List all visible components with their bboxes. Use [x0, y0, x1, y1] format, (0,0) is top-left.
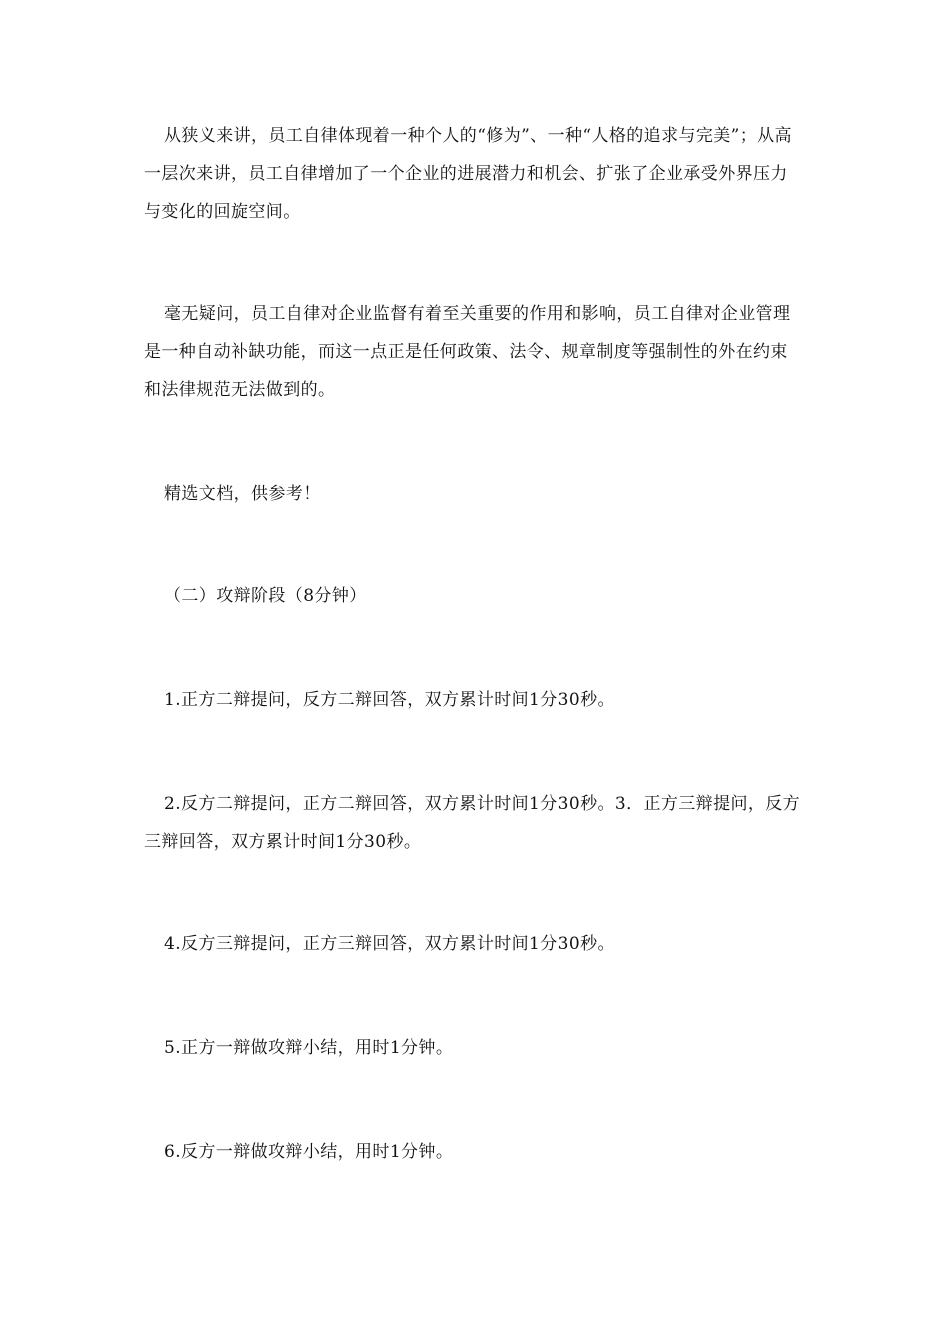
section-heading-cross-examination: （二）攻辩阶段（8分钟） — [164, 586, 367, 606]
list-item-2-3: 2.反方二辩提问，正方二辩回答，双方累计时间1分30秒。3．正方三辩提问，反方三辩回答，双方累计时间1分30秒。 — [144, 794, 801, 852]
list-item-6: 6.反方一辩做攻辩小结，用时1分钟。 — [164, 1142, 454, 1162]
list-item-5: 5.正方一辩做攻辩小结，用时1分钟。 — [164, 1038, 454, 1058]
list-item-4: 4.反方三辩提问，正方三辩回答，双方累计时间1分30秒。 — [164, 934, 615, 954]
paragraph-reference-note: 精选文档，供参考！ — [164, 484, 321, 504]
paragraph-employee-self-discipline-meaning: 从狭义来讲，员工自律体现着一种个人的“修为”、一种“人格的追求与完美”；从高一层次来讲，员工自律增加了一个企业的进展潜力和机会、扩张了企业承受外界压力与变化的回旋空间。 — [144, 126, 792, 222]
list-item-1: 1.正方二辩提问，反方二辩回答，双方累计时间1分30秒。 — [164, 690, 615, 710]
paragraph-self-discipline-importance: 毫无疑问，员工自律对企业监督有着至关重要的作用和影响，员工自律对企业管理是一种自动补缺功能，而这一点正是任何政策、法令、规章制度等强制性的外在约束和法律规范无法做到的。 — [144, 304, 791, 400]
